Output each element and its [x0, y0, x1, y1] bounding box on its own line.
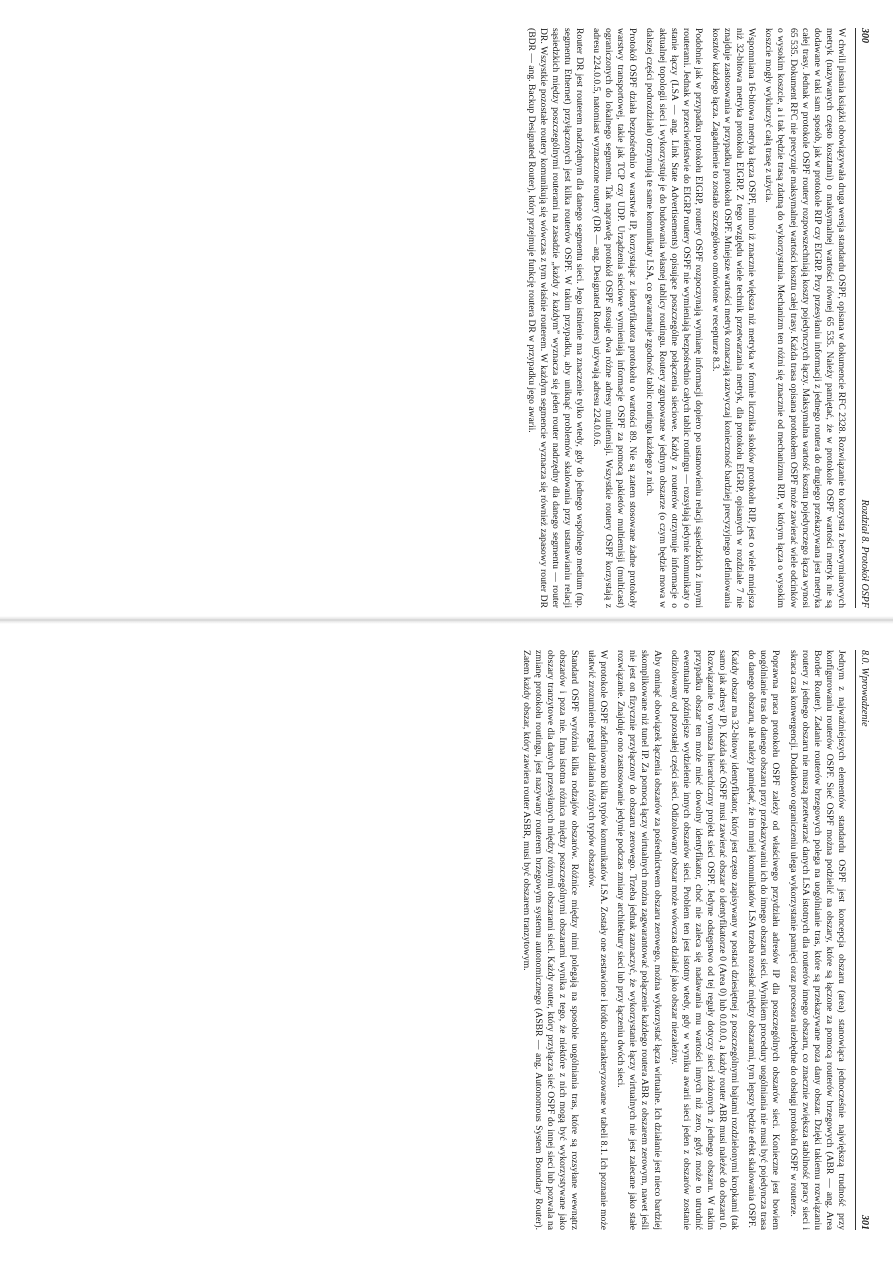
paragraph: W chwili pisania książki obowiązywała druga wersja standardu OSPF, opisana w dokumencie RFC 2328. Rozwiązanie to korzysta z bezwymiarowych metryk (nazywanych często kosztami) o maksymalnej wartości równej 65 535. Należy pamiętać, że w protokole OSPF wartości metryk nie są dodawane w taki sam sposób, jak w protokole RIP czy EIGRP. Przy przesyłaniu informacji z jednego routera do drugiego przekazywana jest metryka całej trasy. Jednak w protokole OSPF routery rozpowszechniają koszty pojedynczych łączy. Maksymalna wartość kosztu pojedynczego łącza wynosi 65 535. Dokument RFC nie precyzuje maksymalnej wartości kosztu całej trasy. Każda trasa opisana protokołem OSPF może zawierać wiele odcinków o wysokim koszcie, a i tak będzie trasą zdatną do wykorzystania. Mechanizm ten różni się znacznie od mechanizmu RIP, w którym łącza o wysokim koszcie mogły wykluczyć całą trasę z użycia.: [763, 28, 847, 608]
running-head: [855, 28, 870, 608]
paragraph: Podobnie jak w przypadku protokołu EIGRP, routery OSPF rozpoczynają wymianę informacji dopiero po ustanowieniu relacji sąsiedzkich z innymi routerami. Jednak w przeciwieństwie do EIGRP routery OSPF nie wymieniają bezpośrednio całych tablic routingu — rozsyłają jedynie komunikaty o stanie łączy (LSA — ang. Link State Advertisements) opisujące poszczególne połączenia sieciowe. Każdy z routerów otrzymuje informacje o aktualnej topologii sieci i wykorzystuje je do budowania własnej tablicy routingu. Routery zgrupowane w jednym obszarze (o czym będzie mowa w dalszej części podrozdziału) otrzymują te same komunikaty LSA, co gwarantuje zgodność tablic routingu każdego z nich.: [644, 28, 704, 608]
page-301: [460, 650, 870, 1230]
paragraph: W protokole OSPF zdefiniowano kilka typów komunikatów LSA. Zostały one zestawione i krótko scharakteryzowane w tabeli 8.1. Ich poznanie może ułatwić zrozumienie reguł działania różnych typów obszarów.: [586, 650, 610, 1230]
page-number: 300: [859, 28, 870, 43]
page-300: [460, 28, 870, 608]
page-gutter: [0, 616, 893, 624]
paragraph: Protokół OSPF działa bezpośrednio w warstwie IP, korzystając z identyfikatora protokołu o wartości 89. Nie są zatem stosowane żadne protokoły warstwy transportowej, takie jak TCP czy UDP. Urządzenia sieciowe wymieniają informacje OSPF za pomocą pakietów multiemisji (multicast) ograniczonych do lokalnego segmentu. Tak naprawdę protokół OSPF stosuje dwa różne adresy multiemisji. Wszystkie routery OSPF korzystają z adresu 224.0.0.5, natomiast wyznaczone routery (DR — ang. Designated Routers) używają adresu 224.0.0.6.: [591, 28, 639, 608]
page-number: 301: [859, 1215, 870, 1230]
chapter-title: Rozdział 8. Protokół OSPF: [859, 499, 870, 608]
paragraph: Standard OSPF wyróżnia kilka rodzajów obszarów. Różnice między nimi polegają na sposobie uogólniania tras, które są rozsyłane wewnątrz obszarów i poza nie. Inna istotna różnica między poszczególnymi obszarami wynika z tego, że niektóre z nich mogą być wykorzystywane jako obszary tranzytowe dla danych przesyłanych między różnymi obszarami sieci. Każdy router, który przyłącza sieć OSPF do innej sieci lub pozwala na zmianę protokołu routingu, jest nazywany routerem brzegowym systemu autonomicznego (ASBR — ang. Autonomous System Boundary Router). Zatem każdy obszar, który zawiera router ASBR, musi być obszarem tranzytowym.: [520, 650, 581, 1230]
paragraph: Poprawna praca protokołu OSPF zależy od właściwego przydziału adresów IP dla poszczególnych obszarów sieci. Konieczne jest bowiem uogólnianie tras do danego obszaru przy przekazywaniu ich do innego obszaru sieci. Wynikiem procedury uogólniania nie musi być pojedyncza trasa do danego obszaru, ale należy pamiętać, że im mniej komunikatów LSA trzeba rozesłać między obszarami, tym lepszy będzie efekt skalowania OSPF.: [746, 650, 782, 1230]
paragraph: Aby ominąć obowiązek łączenia obszarów za pośrednictwem obszaru zerowego, można wykorzystać łącza wirtualne. Ich działanie jest nieco bardziej skomplikowane niż tunel IP. Za pomocą łączy wirtualnych można zagwarantować połączenie każdego routera ABR z obszarem zerowym, nawet jeśli nie jest on fizycznie przyłączony do obszaru zerowego. Trzeba jednak zaznaczyć, że wykorzystanie łączy wirtualnych nie jest zalecane jako stałe rozwiązanie. Znajduje ono zastosowanie jedynie podczas zmiany architektury sieci lub przy łączeniu dwóch sieci.: [615, 650, 663, 1230]
section-title: 8.0. Wprowadzenie: [859, 650, 870, 727]
running-head: [855, 650, 870, 1230]
paragraph: Wspomniana 16-bitowa metryka łącza OSPF, mimo iż znacznie większa niż metryka w formie licznika skoków protokołu RIP, jest o wiele mniejsza niż 32-bitowa metryka protokołu EIGRP. Z tego względu wiele technik przetwarzania metryk, dla protokołu EIGRP, opisanych w rozdziale 7 nie znajduje zastosowania w przypadku protokołu OSPF. Mniejsze wartości metryk oznaczają zazwyczaj konieczność bardziej precyzyjnego definiowania kosztów każdego łącza. Zagadnienie to zostało szczegółowo omówione w recepturze 8.3.: [709, 28, 758, 608]
paragraph: Router DR jest routerem nadrzędnym dla danego segmentu sieci. Jego istnienie ma znaczenie tylko wtedy, gdy do jednego wspólnego medium (np. segmentu Ethernet) przyłączonych jest kilka routerów OSPF. W takim przypadku, aby uniknąć problemów skalowania przy ustanawianiu relacji sąsiedzkich między poszczególnymi routerami na zasadzie „każdy z każdym” wyznacza się jeden router nadrzędny dla danego segmentu — router DR. Wszystkie pozostałe routery komunikują się wówczas z tym właśnie routerem. W każdym segmencie wyznacza się również zapasowy router DR (BDR — ang. Backup Designated Router), który przejmuje funkcję routera DR w przypadku jego awarii.: [525, 28, 586, 608]
paragraph: Każdy obszar ma 32-bitowy identyfikator, który jest często zapisywany w postaci dziesiętnej z poszczególnymi bajtami rozdzielonymi kropkami (tak samo jak adresy IP). Każda sieć OSPF musi zawierać obszar o identyfikatorze 0 (Area 0) lub 0.0.0.0, a każdy router ABR musi należeć do obszaru 0. Rozwiązanie to wymusza hierarchiczny projekt sieci OSPF. Jedyne odstępstwo od tej reguły dotyczy sieci złożonych z jednego obszaru. W takim przypadku obszar ten może mieć dowolny identyfikator, choć nie zaleca się nadawania mu wartości innych niż zero, gdyż może to utrudnić ewentualne późniejsze wydzielenie innych obszarów sieci. Problem ten jest istotny wtedy, gdy w wyniku awarii sieci jeden z obszarów zostanie odizolowany od pozostałej części sieci. Odizolowany obszar może wówczas działać jako obszar niezależny.: [668, 650, 741, 1230]
paragraph: Jednym z najważniejszych elementów standardu OSPF jest koncepcja obszaru (area) stanowiąca jednocześnie największą trudność przy konfigurowaniu routerów OSPF. Sieć OSPF można podzielić na obszary, które są łączone za pomocą routerów brzegowych (ABR — ang. Area Border Router). Zadanie routerów brzegowych polega na uogólnianie tras, które są przekazywane poza dany obszar. Dzięki takiemu rozwiązaniu routery z jednego obszaru nie muszą przetwarzać danych LSA istotnych dla routerów innego obszaru, co znacznie zwiększa stabilność pracy sieci i skraca czas konwergencji. Dodatkowo ograniczeniu ulega wykorzystanie pamięci oraz procesora niezbędne do obsługi protokołu OSPF w routerze.: [787, 650, 847, 1230]
